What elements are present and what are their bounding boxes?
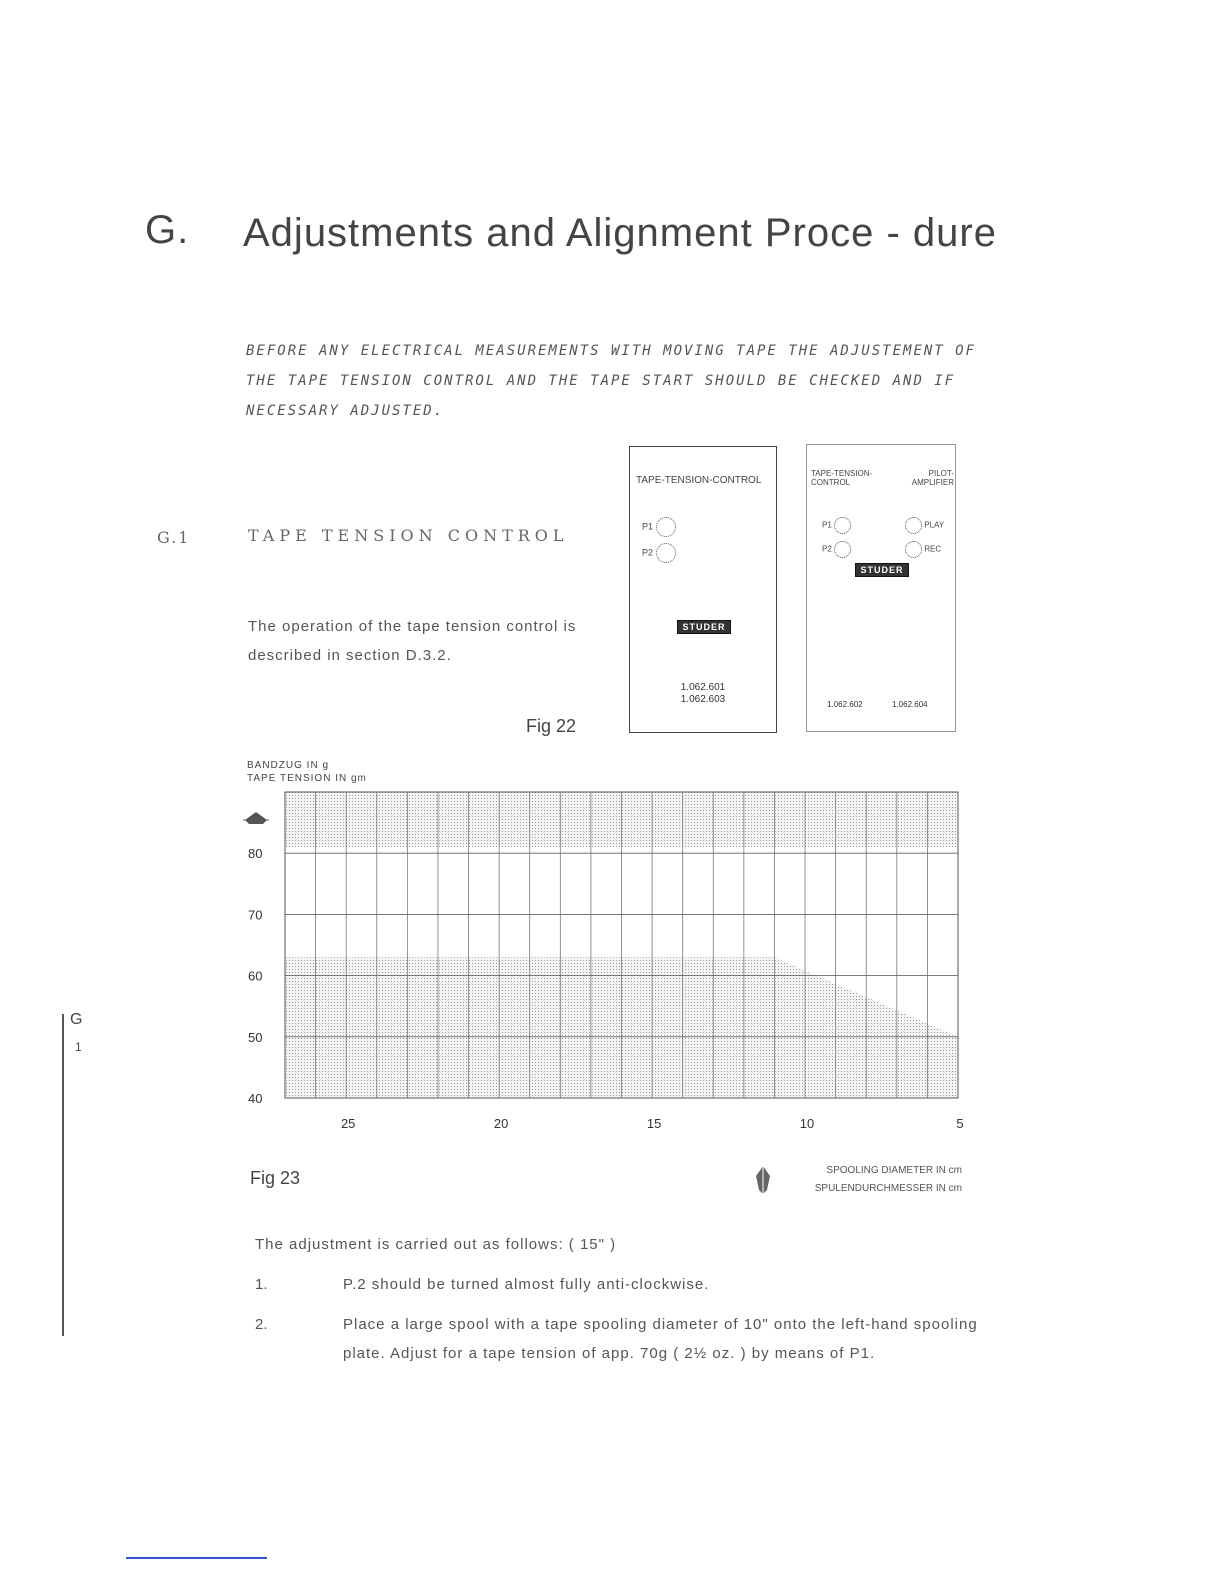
margin-page-number: 1	[75, 1040, 82, 1054]
x-tick-label: 10	[799, 1116, 815, 1131]
y-tick-label: 70	[248, 907, 263, 923]
potentiometer-icon	[656, 517, 676, 537]
panel2-code2: 1.062.604	[892, 700, 928, 709]
panel1-codes	[630, 682, 776, 706]
pot2-label: P2	[642, 547, 654, 558]
pilot-amplifier-panel	[806, 444, 956, 732]
panel1-title: TAPE-TENSION-CONTROL	[636, 475, 762, 486]
panel2-pot1	[822, 517, 851, 534]
y-tick-label: 40	[248, 1091, 263, 1106]
xlabel-de: SPULENDURCHMESSER IN cm	[814, 1183, 962, 1194]
chart-xlabel	[790, 1162, 962, 1198]
y-tick-label: 50	[248, 1029, 263, 1045]
panel2-play	[905, 517, 944, 534]
margin-bar	[62, 1014, 64, 1336]
subsection-number: G.1	[157, 528, 191, 547]
procedure-intro: The adjustment is carried out as follows: ( 15" )	[255, 1236, 617, 1253]
rec-label: REC	[924, 544, 942, 554]
potentiometer-icon	[834, 517, 851, 534]
section-letter: G.	[145, 208, 190, 252]
ylabel-de: BANDZUG IN g	[247, 760, 330, 771]
xlabel-en: SPOOLING DIAMETER IN cm	[826, 1165, 962, 1176]
y-tick-label: 80	[248, 846, 263, 862]
section-title: Adjustments and Alignment Proce - dure	[243, 211, 997, 255]
x-tick-label: 20	[493, 1116, 509, 1131]
panel1-pot2	[642, 543, 676, 563]
play-label: PLAY	[924, 520, 945, 530]
panel1-pot1	[642, 517, 676, 537]
x-tick-label: 5	[956, 1116, 964, 1131]
studer-logo: STUDER	[855, 563, 909, 577]
panel2-pot2	[822, 541, 851, 558]
potentiometer-icon	[905, 517, 922, 534]
panel2-code1: 1.062.602	[827, 700, 863, 709]
operation-text: The operation of the tape tension control is described in section D.3.2.	[248, 618, 577, 664]
pot1-label: P1	[822, 520, 832, 530]
panel1-code1: 1.062.601	[680, 682, 726, 693]
tape-tension-control-panel	[629, 446, 777, 733]
step-number: 1.	[255, 1276, 268, 1293]
panel2-title-left: TAPE-TENSION-CONTROL	[811, 469, 873, 487]
fig23-caption: Fig 23	[250, 1168, 301, 1188]
potentiometer-icon	[656, 543, 676, 563]
footnote-line	[126, 1557, 267, 1559]
step-text: Place a large spool with a tape spooling diameter of 10" onto the left-hand spooling plate. Adjust for a tape tension of app. 70g ( 2½ oz. ) by means of P1.	[343, 1316, 978, 1362]
panel1-code2: 1.062.603	[680, 694, 726, 705]
pot2-label: P2	[822, 544, 832, 554]
subsection-title: TAPE TENSION CONTROL	[248, 526, 569, 545]
step-number: 2.	[255, 1316, 268, 1333]
step-text: P.2 should be turned almost fully anti-clockwise.	[343, 1276, 710, 1293]
potentiometer-icon	[905, 541, 922, 558]
pot1-label: P1	[642, 521, 654, 532]
fig22-caption: Fig 22	[526, 716, 577, 736]
panel2-title-right: PILOT-AMPLIFIER	[911, 469, 954, 487]
x-tick-label: 15	[646, 1116, 662, 1131]
tape-tension-chart	[238, 780, 978, 1140]
margin-section-letter: G	[70, 1011, 83, 1028]
panel2-rec	[905, 541, 941, 558]
studer-logo: STUDER	[677, 620, 731, 634]
potentiometer-icon	[834, 541, 851, 558]
x-tick-label: 25	[340, 1116, 356, 1131]
y-tick-label: 60	[248, 968, 263, 984]
spool-icon	[755, 1166, 771, 1194]
ylabel-en: TAPE TENSION IN gm	[247, 773, 367, 784]
intro-paragraph: BEFORE ANY ELECTRICAL MEASUREMENTS WITH MOVING TAPE THE ADJUSTEMENT OF THE TAPE TENSION CONTROL AND THE TAPE START SHOULD BE CHECKED AND IF NECESSARY ADJUSTED.	[246, 343, 977, 419]
